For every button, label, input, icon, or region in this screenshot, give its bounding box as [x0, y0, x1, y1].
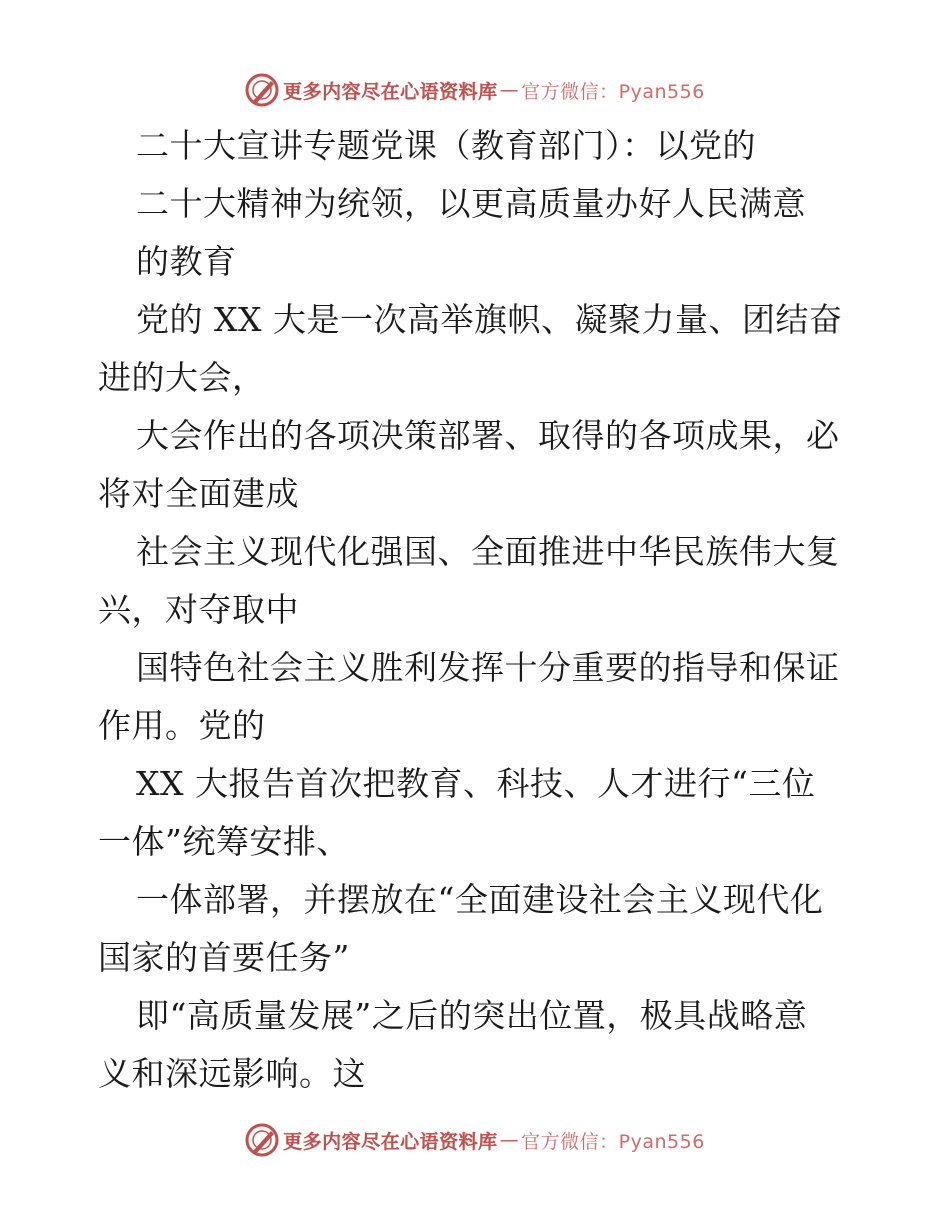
- paragraph-line: 党的 XX 大是一次高举旗帜、凝聚力量、团结奋: [136, 300, 843, 339]
- paragraph-line: 社会主义现代化强国、全面推进中华民族伟大复: [136, 532, 840, 571]
- paragraph-line: 作用。党的: [98, 706, 266, 745]
- document-title-line: 二十大精神为统领，以更高质量办好人民满意: [136, 184, 806, 223]
- paragraph-line: 大会作出的各项决策部署、取得的各项成果，必: [136, 416, 840, 455]
- document-title-line: 的教育: [136, 242, 237, 281]
- pen-logo-icon: [245, 73, 279, 107]
- footer-watermark: [0, 1120, 950, 1160]
- paragraph-line: 国家的首要任务”: [98, 938, 350, 977]
- document-title-line: 二十大宣讲专题党课（教育部门）：以党的: [136, 126, 756, 165]
- watermark-main-text: 更多内容尽在心语资料库: [283, 1130, 498, 1153]
- document-body: [98, 117, 858, 1103]
- paragraph-line: 兴，对夺取中: [98, 590, 299, 629]
- watermark-separator: —: [499, 1129, 520, 1151]
- paragraph-line: 即“高质量发展”之后的突出位置，极具战略意: [136, 996, 808, 1035]
- paragraph-line: 一体部署，并摆放在“全面建设社会主义现代化: [136, 880, 824, 919]
- pen-logo-icon: [245, 1123, 279, 1157]
- paragraph-line: 一体”统筹安排、: [98, 822, 350, 861]
- paragraph-line: XX 大报告首次把教育、科技、人才进行“三位: [136, 764, 816, 803]
- watermark-main-text: 更多内容尽在心语资料库: [283, 80, 498, 103]
- paragraph-line: 国特色社会主义胜利发挥十分重要的指导和保证: [136, 648, 840, 687]
- watermark-contact: 官方微信：Pyan556: [521, 1130, 705, 1153]
- paragraph-line: 义和深远影响。这: [98, 1054, 366, 1093]
- header-watermark: [0, 70, 950, 110]
- paragraph-line: 进的大会，: [98, 358, 266, 397]
- watermark-separator: —: [499, 79, 520, 101]
- paragraph-line: 将对全面建成: [98, 474, 299, 513]
- watermark-contact: 官方微信：Pyan556: [521, 80, 705, 103]
